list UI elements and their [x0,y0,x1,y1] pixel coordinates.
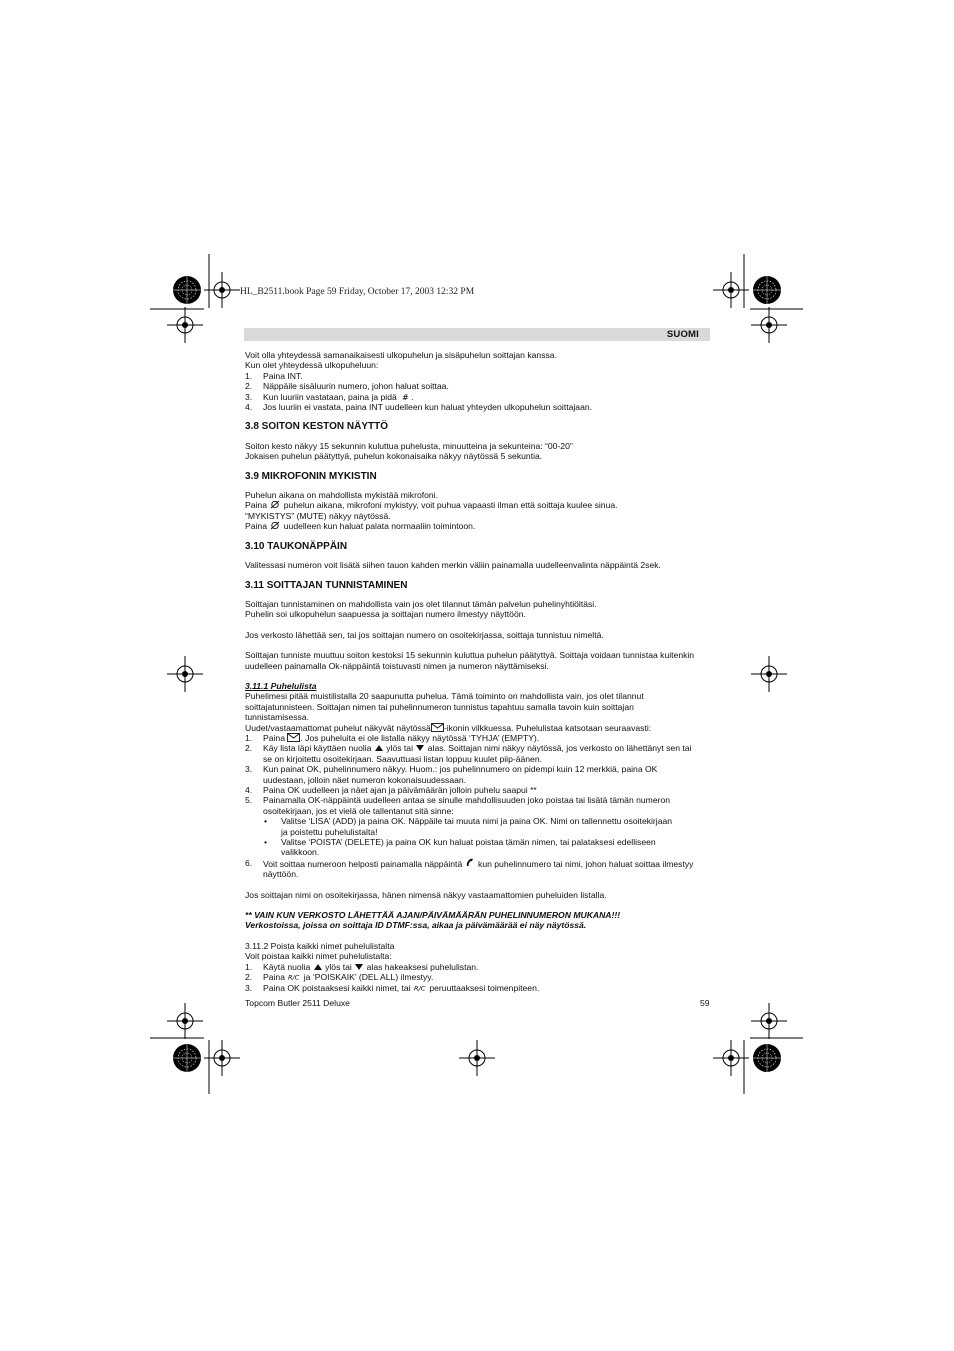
paragraph: “MYKISTYS” (MUTE) näkyy näytössä. [245,510,391,521]
svg-text:R/C: R/C [288,973,300,982]
subsection-heading: 3.11.1 Puhelulista [245,680,317,691]
list-item: 2. Näppäile sisäluurin numero, johon haluat soittaa. [245,381,449,392]
language-band [244,328,710,341]
envelope-icon [431,723,444,732]
print-header: HL_B2511.book Page 59 Friday, October 17, 2003 12:32 PM [240,287,475,297]
paragraph: Puhelimesi pitää muistilistalla 20 saapunutta puhelua. Tämä toiminto on mahdollista vain, jos olet tilannut [245,691,644,702]
paragraph: Puhelun aikana on mahdollista mykistää mikrofoni. [245,490,438,501]
arrow-up-icon [374,744,384,752]
intro-line: Kun olet yhteydessä ulkopuheluun: [245,360,379,371]
list-item: 2. Käy lista läpi käyttäen nuolia ylös tai alas. Soittajan nimi näkyy näytössä, jos verkosto on lähettänyt sen tai se on kirjoitettu osoitekirjaan. Saavuttuasi listan loppuu kuulet piip-äänen. [245,743,692,764]
mute-key-icon [269,500,281,509]
section-heading: 3.8 SOITON KESTON NÄYTTÖ [245,421,388,433]
list-item: 3. Kun painat OK, puhelinnumero näkyy. Huom.: jos puhelinnumero on pidempi kuin 12 merkkiä, paina OK uudestaan, jolloin näet numeron kokonaisuudessaan. [245,764,658,785]
arrow-down-icon [415,744,425,752]
section-heading: 3.11 SOITTAJAN TUNNISTAMINEN [245,579,408,591]
list-item: 5. Painamalla OK-näppäintä uudelleen antaa se sinulle mahdollisuuden joko poistaa tai lisätä tämän numeron osoitekirjaan, jos et vielä ole tallentanut sitä sinne: [245,795,671,816]
paragraph: soittajatunnisteen. Soittajan nimen tai puhelinnumeron tunnistus tapahtuu samalla tavoin kuin soittajan [245,701,634,712]
mute-key-icon [269,521,281,530]
paragraph: Paina puhelun aikana, mikrofoni mykistyy, voit puhua vapaasti ilman että soittaja kuulee sinua. [245,500,618,511]
list-item: 3. Paina OK poistaaksesi kaikki nimet, tai R/C peruuttaaksesi toimenpiteen. [245,982,540,993]
page-content [245,350,711,993]
arrow-up-icon [313,963,323,971]
phone-handset-icon [465,858,476,868]
paragraph: tunnistamisessa. [245,712,310,723]
bullet-item: • Valitse ‘LISA’ (ADD) ja paina OK. Näppäile tai muuta nimi ja paina OK. Nimi on tallennettu osoitekirjaan ja poistettu puhelulistalta! [264,816,673,837]
list-item: 4. Jos luuriin ei vastata, paina INT uudelleen kun haluat yhteyden ulkopuhelun soittajaan. [245,402,593,413]
list-item: 1. Käytä nuolia ylös tai alas hakeaksesi puhelulistan. [245,961,479,972]
paragraph: Jos verkosto lähettää sen, tai jos soittajan numero on osoitekirjassa, soittaja tunnistuu nimeltä. [245,629,604,640]
bullet-item: • Valitse ‘POISTA’ (DELETE) ja paina OK kun haluat poistaa tämän nimen, tai palataksesi edelliseen valikkoon. [264,837,656,858]
warning-note: Verkostoissa, joissa on soittaja ID DTMF:ssa, aikaa ja päivämäärää ei näy näytössä. [245,920,587,931]
warning-note: ** VAIN KUN VERKOSTO LÄHETTÄÄ AJAN/PÄIVÄMÄÄRÄN PUHELINNUMERON MUKANA!!! [245,910,621,921]
footer-product: Topcom Butler 2511 Deluxe [245,998,350,1008]
list-item: 3. Kun luuriin vastataan, paina ja pidä # . [245,391,414,402]
intro-line: Voit olla yhteydessä samanaikaisesti ulkopuhelun ja sisäpuhelun soittajan kanssa. [245,350,557,360]
paragraph: uudelleen painamalla Ok-näppäintä toistuvasti nimen ja numeron näyttämiseksi. [245,660,549,671]
list-item: 1. Paina . Jos puheluita ei ole listalla näkyy näytössä ‘TYHJA’ (EMPTY). [245,732,540,743]
paragraph: Paina uudelleen kun haluat palata normaaliin toimintoon. [245,521,476,532]
envelope-icon [287,733,300,742]
paragraph: Jos soittajan nimi on osoitekirjassa, hänen nimensä näkyy vastaamattomien puheluiden listalla. [245,889,607,900]
language-label: SUOMI [666,329,699,340]
section-heading: 3.9 MIKROFONIN MYKISTIN [245,470,377,482]
list-item: 6. Voit soittaa numeroon helposti painamalla näppäintä kun puhelinnumero tai nimi, johon haluat soittaa ilmestyy näyttöön. [245,857,694,880]
paragraph: Soittajan tunnistaminen on mahdollista vain jos olet tilannut tämän palvelun puhelinyhtiöltäsi. [245,598,597,609]
list-item: 1. Paina INT. [245,370,303,381]
list-item: 4. Paina OK uudelleen ja näet ajan ja päivämäärän jolloin puhelu saapui ** [245,785,537,795]
subsection-heading: 3.11.2 Poista kaikki nimet puhelulistalta [245,940,395,951]
delete-key-icon [287,972,301,981]
paragraph: Uudet/vastaamattomat puhelut näkyvät näytössä -ikonin vilkkuessa. Puhelulistaa katsotaan seuraavasti: [245,722,652,733]
paragraph: Voit poistaa kaikki nimet puhelulistalta: [245,951,392,962]
section-heading: 3.10 TAUKONÄPPÄIN [245,540,348,552]
svg-text:#: # [402,392,409,401]
arrow-down-icon [354,963,364,971]
paragraph: Valitessasi numeron voit lisätä siihen tauon kahden merkin väliin painamalla uudelleenvalinta näppäintä 2sek. [245,560,661,571]
paragraph: Soittajan tunniste muuttuu soiton kestoksi 15 sekunnin kuluttua puhelun päätyttyä. Soittaja voidaan tunnistaa kuitenkin [245,650,695,661]
paragraph: Jokaisen puhelun päätyttyä, puhelun kokonaisaika näkyy näytössä 5 sekuntia. [245,451,543,462]
svg-text:R/C: R/C [413,984,426,992]
delete-key-icon [413,983,427,992]
list-item: 2. Paina R/C ja ‘POISKAIK’ (DEL ALL) ilmestyy. [245,972,434,983]
hash-key-icon [399,392,411,401]
paragraph: Soiton kesto näkyy 15 sekunnin kuluttua puhelusta, minuutteina ja sekunteina: “00-20” [245,440,573,451]
page-number: 59 [700,998,710,1008]
paragraph: Puhelin soi ulkopuhelun saapuessa ja soittajan numero ilmestyy näyttöön. [245,609,526,620]
